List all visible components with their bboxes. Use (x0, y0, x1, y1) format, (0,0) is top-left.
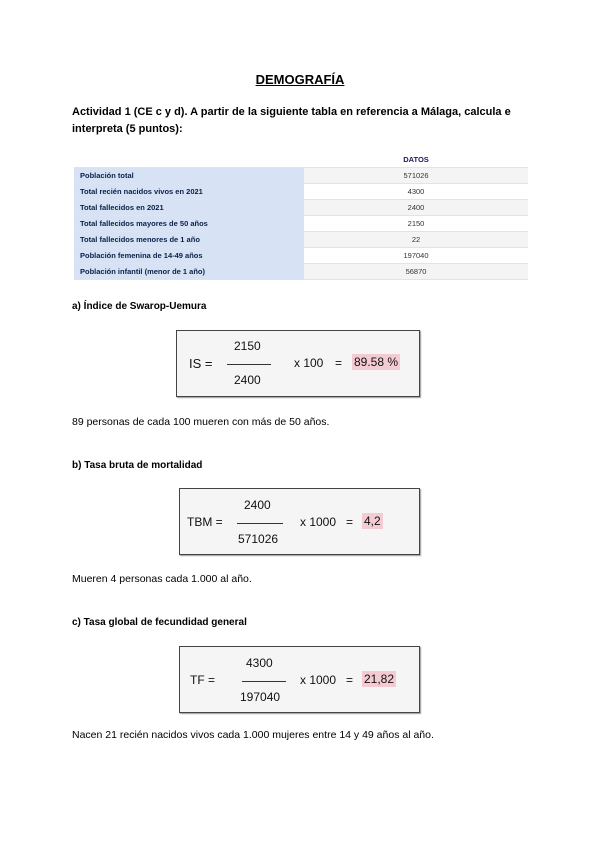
formula-lhs: IS = (189, 356, 213, 371)
table-cell-value: 56870 (304, 264, 528, 280)
formula-denominator: 571026 (238, 532, 279, 546)
result-highlight: 21,82 (364, 672, 395, 686)
fraction-bar (242, 681, 286, 682)
result-highlight: 89.58 % (354, 355, 399, 369)
formula-multiplier: x 1000 (300, 673, 337, 687)
table-cell-value: 2400 (304, 200, 528, 216)
activity-intro: Actividad 1 (CE c y d). A partir de la siguiente tabla en referencia a Málaga, calcula e interpreta (5 puntos): (72, 106, 511, 135)
table-cell-label: Población total (74, 168, 304, 184)
formula-multiplier: x 1000 (300, 515, 337, 529)
table-cell-label: Total recién nacidos vivos en 2021 (74, 184, 304, 200)
table-row (74, 264, 528, 280)
section-b-note: Mueren 4 personas cada 1.000 al año. (72, 573, 252, 585)
table-row (74, 168, 528, 184)
page-title: DEMOGRAFÍA (255, 72, 345, 87)
table-cell-label: Total fallecidos en 2021 (74, 200, 304, 216)
table-row (74, 216, 528, 232)
formula-numerator: 4300 (246, 656, 273, 670)
table-cell-label: Total fallecidos mayores de 50 años (74, 216, 304, 232)
table-header-datos: DATOS (304, 152, 528, 168)
formula-lhs: TF = (190, 673, 216, 687)
formula-result (352, 355, 400, 369)
table-row (74, 184, 528, 200)
table-header-empty (74, 152, 304, 168)
table-cell-value: 4300 (304, 184, 528, 200)
section-b-heading: b) Tasa bruta de mortalidad (72, 460, 203, 471)
fraction-bar (237, 523, 283, 524)
formula-equals: = (346, 673, 354, 687)
formula-numerator: 2400 (244, 498, 271, 512)
table-cell-value: 2150 (304, 216, 528, 232)
table-row (74, 232, 528, 248)
table-cell-value: 22 (304, 232, 528, 248)
table-cell-label: Población femenina de 14-49 años (74, 248, 304, 264)
formula-box-is (176, 330, 420, 397)
table-header-row (74, 152, 528, 168)
formula-equals: = (335, 356, 343, 370)
formula-box-tf (179, 646, 420, 713)
table-cell-label: Total fallecidos menores de 1 año (74, 232, 304, 248)
table-row (74, 200, 528, 216)
table-cell-label: Población infantil (menor de 1 año) (74, 264, 304, 280)
section-a-heading: a) Índice de Swarop-Uemura (72, 301, 207, 312)
section-a-note: 89 personas de cada 100 mueren con más de 50 años. (72, 416, 330, 428)
formula-equals: = (346, 515, 354, 529)
fraction-bar (227, 364, 271, 365)
formula-multiplier: x 100 (294, 356, 324, 370)
section-c-note: Nacen 21 recién nacidos vivos cada 1.000 mujeres entre 14 y 49 años al año. (72, 729, 434, 741)
table-cell-value: 571026 (304, 168, 528, 184)
formula-denominator: 2400 (234, 373, 261, 387)
formula-denominator: 197040 (240, 690, 281, 704)
formula-result (362, 514, 383, 528)
formula-box-tbm (179, 488, 420, 555)
result-highlight: 4,2 (364, 514, 381, 528)
table-row (74, 248, 528, 264)
data-table (74, 152, 528, 280)
formula-numerator: 2150 (234, 339, 261, 353)
table-cell-value: 197040 (304, 248, 528, 264)
section-c-heading: c) Tasa global de fecundidad general (72, 617, 247, 628)
formula-lhs: TBM = (187, 515, 223, 529)
formula-result (362, 672, 396, 686)
